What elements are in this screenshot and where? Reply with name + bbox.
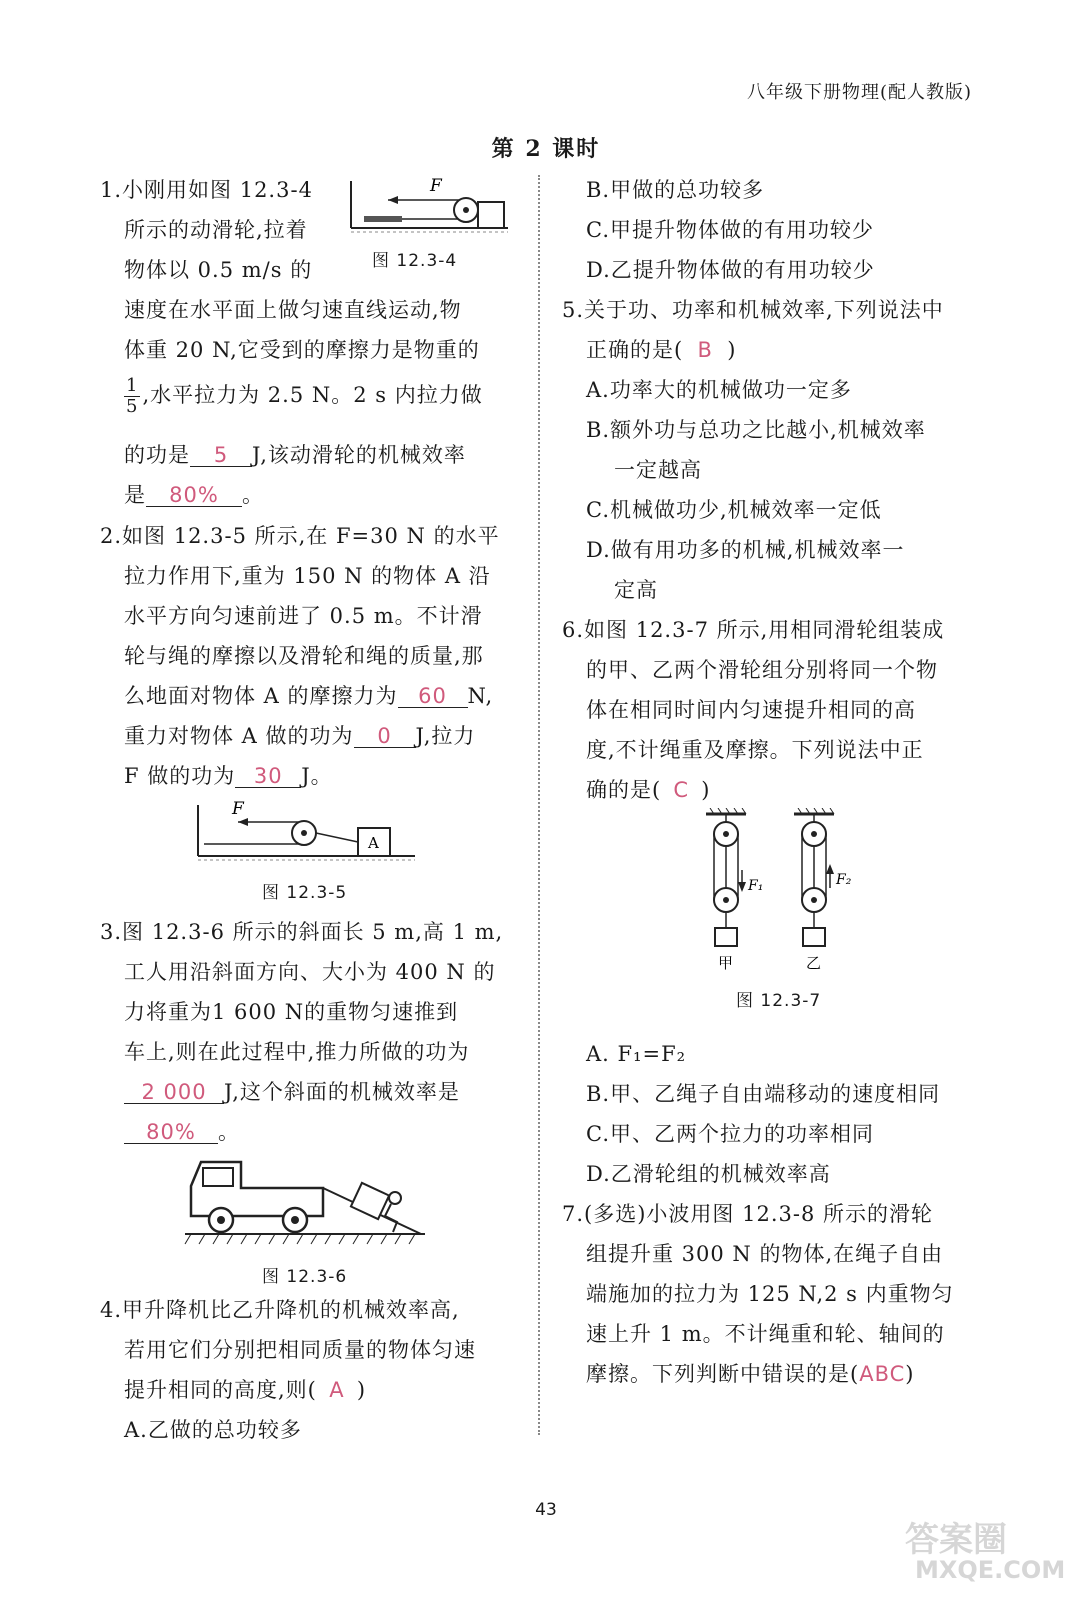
answer-blank: 60 (398, 685, 468, 708)
answer-choice: B (697, 338, 713, 362)
q3-line: 2 000 J,这个斜面的机械效率是 (124, 1078, 460, 1106)
q6-line: 度,不计绳重及摩擦。下列说法中正 (586, 738, 924, 762)
q7-line: 组提升重 300 N 的物体,在绳子自由 (586, 1242, 944, 1266)
q6-line: 6.如图 12.3-7 所示,用相同滑轮组装成 (562, 618, 945, 642)
column-divider (538, 175, 540, 1435)
q4-line: 若用它们分别把相同质量的物体匀速 (124, 1338, 476, 1362)
q4-option-a: A.乙做的总功较多 (124, 1418, 302, 1442)
q1-line: 体重 20 N,它受到的摩擦力是物重的 (124, 338, 480, 362)
q6-option-a: A. F₁=F₂ (586, 1042, 687, 1066)
q3-line: 80% 。 (124, 1118, 240, 1146)
answer-blank: 5 (190, 444, 252, 467)
q3-line: 3.图 12.3-6 所示的斜面长 5 m,高 1 m, (100, 920, 504, 944)
q6-option-c: C.甲、乙两个拉力的功率相同 (586, 1122, 874, 1146)
q2-line: 轮与绳的摩擦以及滑轮和绳的质量,那 (124, 644, 484, 668)
q2-line: 水平方向匀速前进了 0.5 m。不计滑 (124, 604, 483, 628)
q6-line: 体在相同时间内匀速提升相同的高 (586, 698, 916, 722)
fraction: $\frac{1}{5}$ (126, 375, 139, 417)
q5-option-a: A.功率大的机械做功一定多 (586, 378, 852, 402)
answer-blank: 80% (124, 1121, 218, 1144)
force-label: F₂ (836, 872, 852, 888)
answer-choice: ABC (859, 1362, 906, 1386)
q6-option-d: D.乙滑轮组的机械效率高 (586, 1162, 831, 1186)
q1-line: $\frac{1}{5}$ ,水平拉力为 2.5 N。2 s 内拉力做 (126, 375, 483, 417)
force-label: F (232, 800, 244, 819)
q7-line: 端施加的拉力为 125 N,2 s 内重物匀 (586, 1282, 954, 1306)
figure-caption: 图 12.3-4 (372, 251, 458, 271)
force-label: F (430, 176, 442, 196)
answer-blank: 2 000 (124, 1081, 224, 1104)
q2-line: 重力对物体 A 做的功为 0 J,拉力 (124, 724, 476, 748)
q1-line: 1.小刚用如图 12.3-4 (100, 178, 313, 202)
answer-blank: 30 (235, 765, 301, 788)
figure-caption: 图 12.3-5 (262, 883, 348, 903)
figure-caption: 图 12.3-7 (736, 991, 822, 1011)
q5-option-d: D.做有用功多的机械,机械效率一 (586, 538, 905, 562)
answer-blank: 0 (354, 725, 416, 748)
q2-line: 么地面对物体 A 的摩擦力为 60 N, (124, 684, 494, 708)
figure-label: 甲 (718, 954, 734, 972)
q5-option-d-cont: 定高 (614, 578, 658, 602)
q5-option-b: B.额外功与总功之比越小,机械效率 (586, 418, 926, 442)
figure-label: 乙 (806, 954, 822, 972)
q7-line: 7.(多选)小波用图 12.3-8 所示的滑轮 (562, 1202, 933, 1226)
watermark-logo: 答案圈 (905, 1520, 1007, 1560)
figure-12-3-4 (348, 176, 513, 236)
figure-12-3-7 (700, 808, 870, 976)
q3-line: 力将重为1 600 N的重物匀速推到 (124, 1000, 459, 1024)
page-header: 八年级下册物理(配人教版) (746, 82, 972, 103)
q4-line: 4.甲升降机比乙升降机的机械效率高, (100, 1298, 460, 1322)
q1-line: 所示的动滑轮,拉着 (124, 218, 308, 242)
q1-line: 是 80% 。 (124, 483, 264, 507)
answer-blank: 80% (146, 484, 242, 507)
force-label: F₁ (748, 878, 764, 894)
q6-option-b: B.甲、乙绳子自由端移动的速度相同 (586, 1082, 941, 1106)
q5-line: 5.关于功、功率和机械效率,下列说法中 (562, 298, 944, 322)
q7-line: 摩擦。下列判断中错误的是(ABC) (586, 1362, 915, 1386)
watermark-url: MXQE.COM (915, 1556, 1066, 1584)
q5-option-b-cont: 一定越高 (614, 458, 702, 482)
q4-option-c: C.甲提升物体做的有用功较少 (586, 218, 874, 242)
q4-line: 提升相同的高度,则( A ) (124, 1378, 367, 1402)
q2-line: 拉力作用下,重为 150 N 的物体 A 沿 (124, 564, 491, 588)
q3-line: 车上,则在此过程中,推力所做的功为 (124, 1040, 470, 1064)
figure-caption: 图 12.3-6 (262, 1267, 348, 1287)
q3-line: 工人用沿斜面方向、大小为 400 N 的 (124, 960, 496, 984)
answer-choice: A (329, 1378, 345, 1402)
q7-line: 速上升 1 m。不计绳重和轮、轴间的 (586, 1322, 945, 1346)
q5-option-c: C.机械做功少,机械效率一定低 (586, 498, 882, 522)
page-number: 43 (535, 1500, 557, 1520)
q4-option-d: D.乙提升物体做的有用功较少 (586, 258, 875, 282)
q1-line: 的功是 5 J,该动滑轮的机械效率 (124, 443, 466, 467)
q2-line: F 做的功为 30 J。 (124, 764, 333, 788)
block-label: A (368, 834, 379, 852)
q1-line: 物体以 0.5 m/s 的 (124, 258, 313, 282)
figure-12-3-6 (183, 1152, 428, 1252)
q2-line: 2.如图 12.3-5 所示,在 F=30 N 的水平 (100, 524, 500, 548)
q5-line: 正确的是( B ) (586, 338, 737, 362)
q6-line: 确的是( C ) (586, 778, 711, 802)
q4-option-b: B.甲做的总功较多 (586, 178, 765, 202)
q1-line: 速度在水平面上做匀速直线运动,物 (124, 298, 462, 322)
q6-line: 的甲、乙两个滑轮组分别将同一个物 (586, 658, 938, 682)
figure-12-3-5 (190, 800, 420, 865)
answer-choice: C (673, 778, 690, 802)
section-title: 第 2 课时 (491, 136, 601, 162)
